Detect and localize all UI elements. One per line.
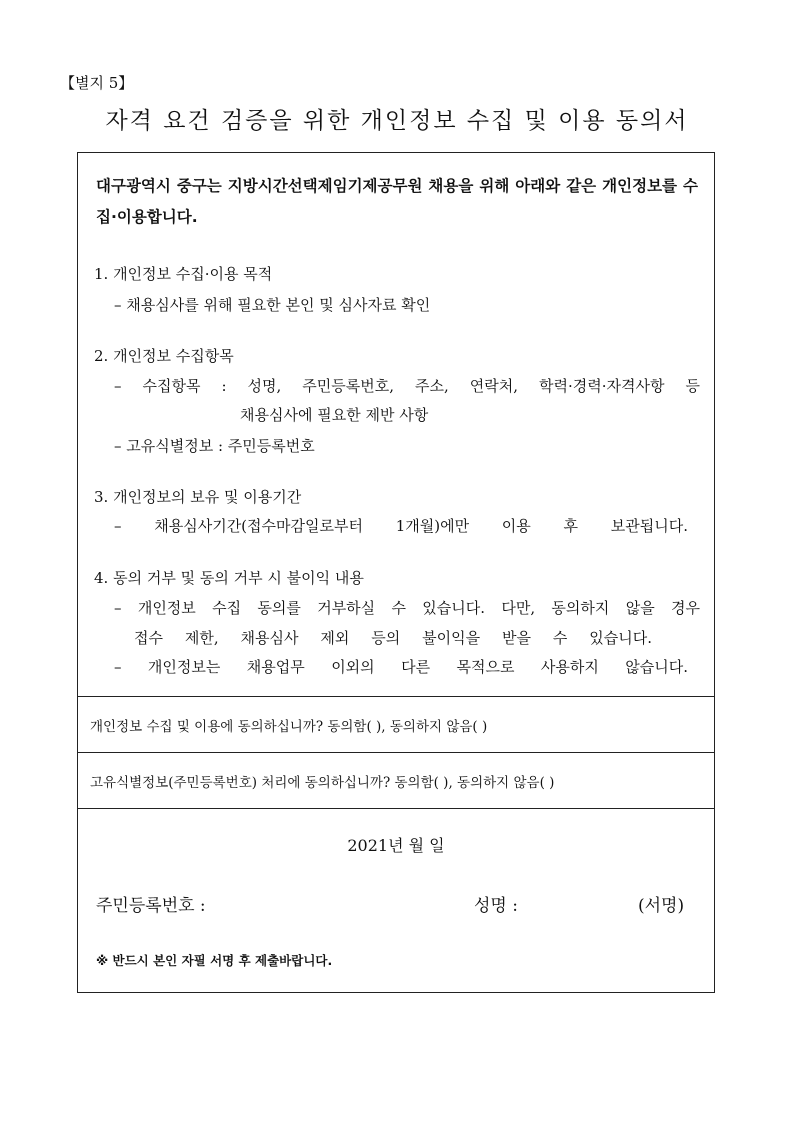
section-3-heading: 3. 개인정보의 보유 및 이용기간 xyxy=(94,488,302,506)
name-label: 성명 : xyxy=(474,896,518,916)
consent-question-unique-id[interactable]: 고유식별정보(주민등록번호) 처리에 동의하십니까? 동의함( ), 동의하지 않음( ) xyxy=(90,775,555,791)
section-2-heading: 2. 개인정보 수집항목 xyxy=(94,347,234,365)
rrn-label: 주민등록번호 : xyxy=(96,896,206,916)
consent-question-personal-info[interactable]: 개인정보 수집 및 이용에 동의하십니까? 동의함( ), 동의하지 않음( ) xyxy=(90,719,488,735)
section-4-heading: 4. 동의 거부 및 동의 거부 시 불이익 내용 xyxy=(94,569,364,587)
section-4-line-2: 접수 제한, 채용심사 제외 등의 불이익을 받을 수 있습니다. xyxy=(134,629,652,647)
signature-date: 2021년 월 일 xyxy=(347,836,445,855)
page-title: 자격 요건 검증을 위한 개인정보 수집 및 이용 동의서 xyxy=(105,108,689,134)
form-tag: 【별지 5】 xyxy=(60,74,134,92)
section-2-line-1: – 수집항목 : 성명, 주민등록번호, 주소, 연락처, 학력·경력·자격사항 등 xyxy=(114,377,700,395)
consent-row-personal-info xyxy=(78,697,714,753)
consent-form-box xyxy=(77,152,715,993)
section-2-line-3: – 고유식별정보 : 주민등록번호 xyxy=(114,437,315,455)
sign-label: (서명) xyxy=(638,896,685,916)
section-3-line-1: – 채용심사기간(접수마감일로부터 1개월)에만 이용 후 보관됩니다. xyxy=(114,517,688,535)
section-1-heading: 1. 개인정보 수집·이용 목적 xyxy=(94,265,273,283)
consent-row-unique-id xyxy=(78,753,714,809)
notice-section xyxy=(78,153,714,697)
submission-note: ※ 반드시 본인 자필 서명 후 제출바랍니다. xyxy=(96,953,333,968)
section-4-line-1: – 개인정보 수집 동의를 거부하실 수 있습니다. 다만, 동의하지 않을 경우 xyxy=(114,599,700,617)
intro-text: 대구광역시 중구는 지방시간선택제임기제공무원 채용을 위해 아래와 같은 개인정보를 수집·이용합니다. xyxy=(96,177,698,226)
section-1-line-1: – 채용심사를 위해 필요한 본인 및 심사자료 확인 xyxy=(114,296,431,314)
section-2-line-2: 채용심사에 필요한 제반 사항 xyxy=(240,406,429,424)
section-4-line-3: – 개인정보는 채용업무 이외의 다른 목적으로 사용하지 않습니다. xyxy=(114,658,688,676)
